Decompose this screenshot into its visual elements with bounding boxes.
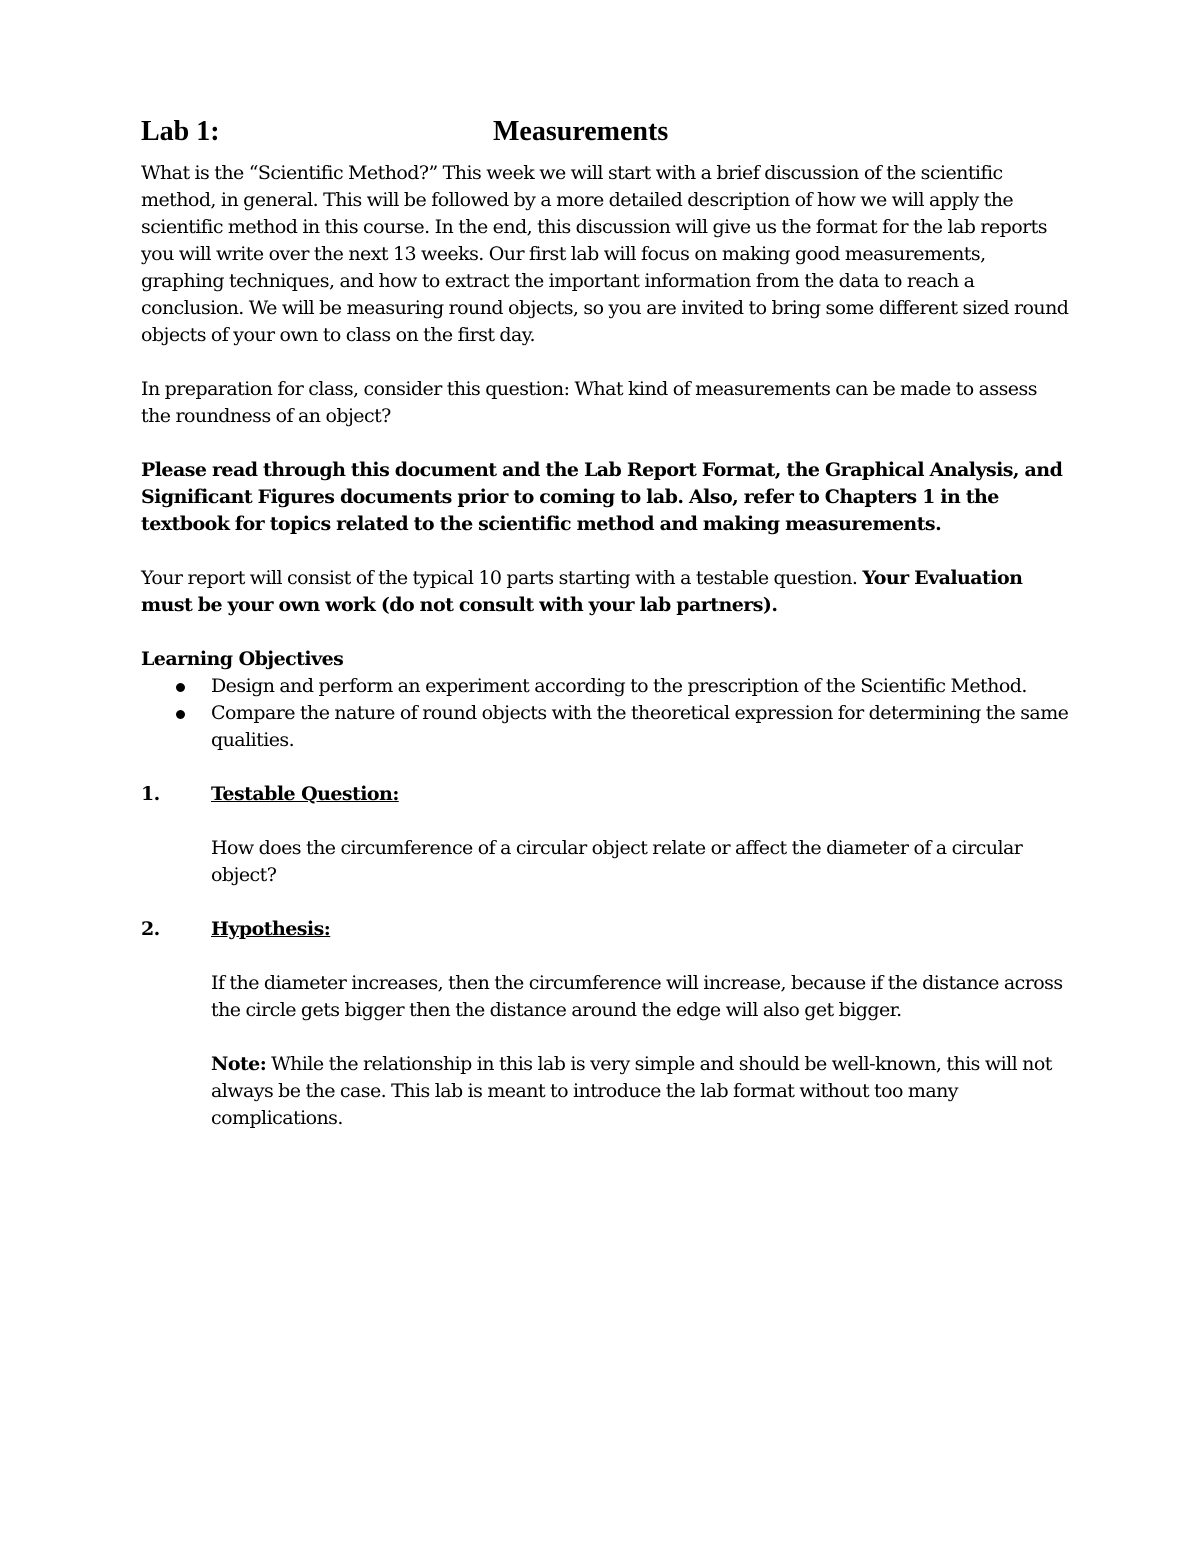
objective-text: Compare the nature of round objects with the theoretical expression for determining the same qualities. [211, 702, 1069, 751]
list-item [141, 700, 1071, 754]
learning-objectives-heading: Learning Objectives [141, 648, 344, 670]
section-heading-testable-question [141, 781, 1071, 808]
objective-text: Design and perform an experiment according to the prescription of the Scientific Method. [211, 675, 1027, 697]
report-description: Your report will consist of the typical 10 parts starting with a testable question. [141, 567, 863, 589]
page-title [141, 112, 1071, 160]
learning-objectives-list [141, 673, 1071, 754]
note-paragraph [211, 1051, 1071, 1132]
section-number: 2. [141, 918, 160, 940]
evaluation-warning: Your Evaluation must be your own work (do not consult with your lab partners). [141, 567, 1023, 616]
list-item [141, 673, 1071, 700]
bullet-icon [176, 683, 185, 692]
document-page [141, 112, 1071, 1159]
section-number: 1. [141, 783, 160, 805]
preparation-paragraph: In preparation for class, consider this question: What kind of measurements can be made to assess the roundness of an object? [141, 378, 1037, 427]
note-label: Note: [211, 1053, 267, 1075]
intro-paragraph: What is the “Scientific Method?” This week we will start with a brief discussion of the scientific method, in general. This will be followed by a more detailed description of how we will apply the scientific method in this course. In the end, this discussion will give us the format for the lab reports you will write over the next 13 weeks. Our first lab will focus on making good measurements, graphing techniques, and how to extract the important information from the data to reach a conclusion. We will be measuring round objects, so you are invited to bring some different sized round objects of your own to class on the first day. [141, 162, 1069, 346]
bullet-icon [176, 710, 185, 719]
section-title: Testable Question: [211, 783, 399, 805]
lab-number: Lab 1: [141, 116, 220, 147]
section-title: Hypothesis: [211, 918, 331, 940]
note-text: While the relationship in this lab is very simple and should be well-known, this will not always be the case. This lab is meant to introduce the lab format without too many complications. [211, 1053, 1052, 1129]
report-paragraph [141, 565, 1071, 619]
hypothesis-text: If the diameter increases, then the circumference will increase, because if the distance across the circle gets bigger then the distance around the edge will also get bigger. [211, 972, 1063, 1021]
reading-instructions: Please read through this document and the Lab Report Format, the Graphical Analysis, and Significant Figures documents prior to coming to lab. Also, refer to Chapters 1 in the textbook for topics related to the scientific method and making measurements. [141, 459, 1063, 535]
testable-question-text: How does the circumference of a circular object relate or affect the diameter of a circular object? [211, 837, 1023, 886]
section-heading-hypothesis [141, 916, 1071, 943]
lab-title: Measurements [493, 116, 669, 147]
